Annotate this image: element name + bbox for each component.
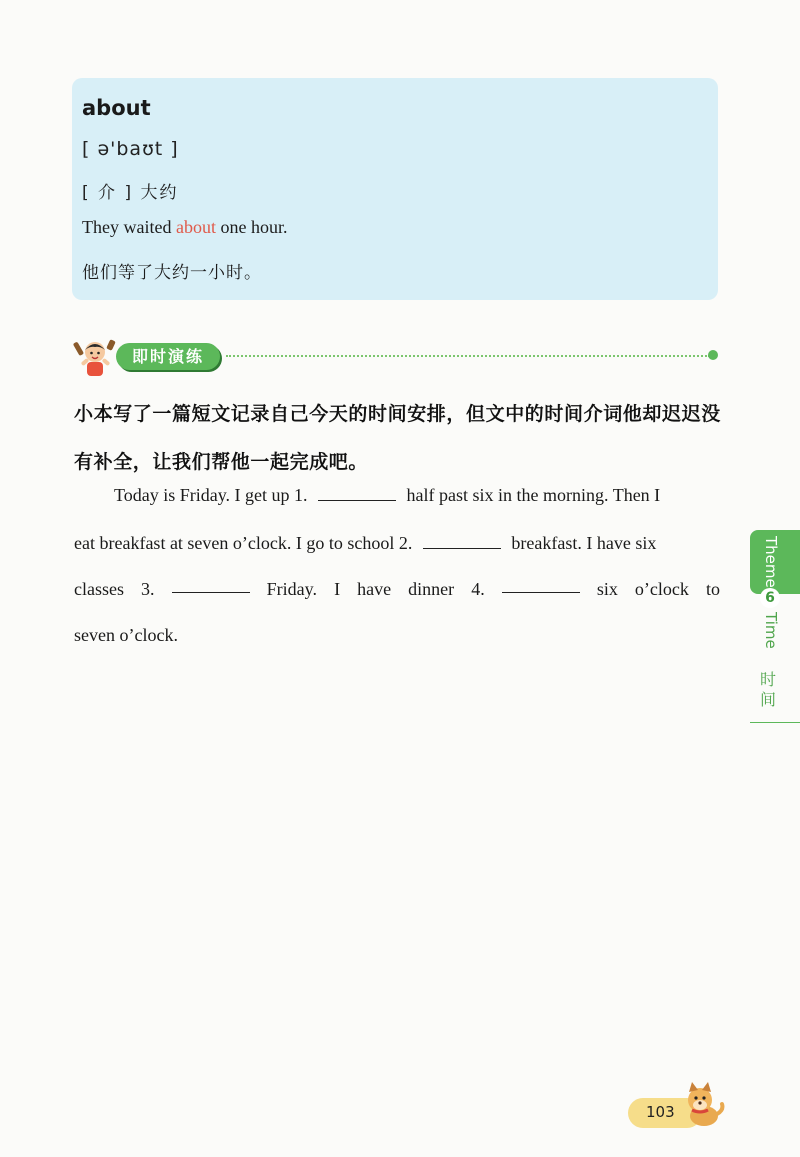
passage-line-2 <box>74 528 656 558</box>
page-number: 103 <box>646 1103 675 1121</box>
boy-mascot-icon <box>72 338 118 378</box>
passage-word: o’clock <box>634 579 689 599</box>
side-tab-rule <box>750 722 800 723</box>
passage-text: eat breakfast at seven o’clock. I go to school 2. <box>74 533 413 553</box>
vocab-example-zh: 他们等了大约一小时。 <box>82 263 262 283</box>
vocab-phonetic: [ ə'baʊt ] <box>82 138 179 160</box>
side-tab-theme-label: Theme <box>762 536 780 588</box>
passage-word: to <box>705 579 720 599</box>
vocab-word: about <box>82 96 151 120</box>
side-tab-number: 6 <box>760 588 780 608</box>
practice-header <box>72 338 722 378</box>
passage-line-4 <box>74 620 178 650</box>
example-en-post: one hour. <box>215 217 288 237</box>
example-en-highlight: about <box>175 217 216 237</box>
vocab-part-of-speech: [ 介 ] 大约 <box>82 183 179 203</box>
blank-2[interactable] <box>423 530 501 549</box>
passage-text: breakfast. I have six <box>511 533 657 553</box>
practice-instruction <box>74 390 724 486</box>
instruction-line-1: 小本写了一篇短文记录自己今天的时间安排，但文中的时间介词他却迟迟没 <box>74 403 721 425</box>
passage-word: I <box>334 579 341 599</box>
passage-text: seven o’clock. <box>74 625 178 645</box>
passage-word: 4. <box>471 579 485 599</box>
section-divider <box>226 355 710 357</box>
example-en-pre: They waited <box>82 217 176 237</box>
side-tab-topic: Time <box>762 612 780 649</box>
vocab-card <box>72 78 718 300</box>
passage-text: Today is Friday. I get up 1. <box>114 485 308 505</box>
passage-word: have <box>357 579 392 599</box>
blank-1[interactable] <box>318 482 396 501</box>
instruction-line-2: 有补全，让我们帮他一起完成吧。 <box>74 451 369 473</box>
dog-mascot-icon <box>678 1080 726 1128</box>
blank-4[interactable] <box>502 574 580 593</box>
divider-end-dot <box>708 350 718 360</box>
practice-title-badge: 即时演练 <box>116 343 220 370</box>
side-tab-topic-zh: 时间 <box>760 670 777 709</box>
passage-line-1 <box>114 480 660 510</box>
passage-word: 3. <box>141 579 155 599</box>
passage-word: Friday. <box>266 579 317 599</box>
passage-word: classes <box>74 579 124 599</box>
passage-line-3 <box>74 574 720 604</box>
passage-word: six <box>596 579 618 599</box>
blank-3[interactable] <box>172 574 250 593</box>
passage-text: half past six in the morning. Then I <box>406 485 661 505</box>
vocab-example-en <box>82 217 287 238</box>
passage-word: dinner <box>408 579 455 599</box>
